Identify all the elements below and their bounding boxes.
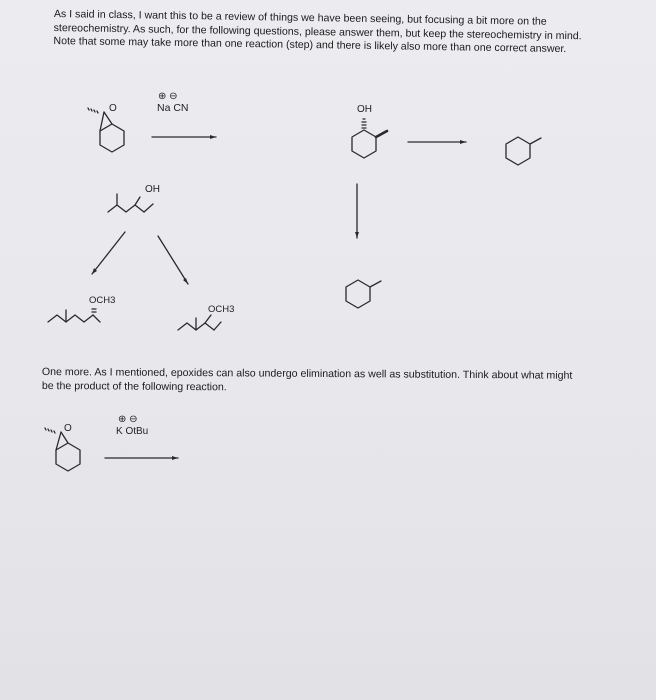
reaction-arrow-right	[158, 236, 188, 284]
charge-symbols-4: ⊕ ⊖	[118, 414, 138, 425]
alcohol-structure	[108, 194, 153, 212]
intro-paragraph: As I said in class, I want this to be a review of things we have been seeing, but focusing a bit more on the stereochemistry. As such, for the following questions, please answer them, but keep the stereochemistry in mind. Note that some may take more than one reaction (step) and there is likely also more than one correct answer.	[53, 8, 582, 56]
cyclohexanol-structure	[352, 119, 387, 158]
epoxide-oxygen-label-1: O	[109, 103, 117, 114]
epoxide-structure-1	[88, 108, 124, 152]
reagent-label-4: K OtBu	[116, 426, 149, 437]
second-question-paragraph: One more. As I mentioned, epoxides can also undergo elimination as well as substitution. Think about what might be the product of the following reaction.	[41, 365, 573, 394]
ether-structure-left	[48, 309, 100, 322]
oh-label-alcohol: OH	[145, 184, 160, 195]
epoxide-structure-2	[45, 428, 80, 471]
methylcyclohexene-structure-2	[346, 280, 381, 308]
epoxide-oxygen-label-2: O	[64, 423, 72, 434]
methylcyclohexene-structure-1	[506, 137, 541, 165]
reaction-arrow-left	[92, 232, 125, 274]
oh-label-cyclohexanol: OH	[357, 104, 372, 115]
charge-symbols-1: ⊕ ⊖	[158, 91, 178, 102]
och3-label-right: OCH3	[208, 304, 235, 315]
ether-structure-right	[178, 315, 221, 330]
reagent-label-1: Na CN	[157, 102, 189, 114]
och3-label-left: OCH3	[89, 295, 116, 306]
